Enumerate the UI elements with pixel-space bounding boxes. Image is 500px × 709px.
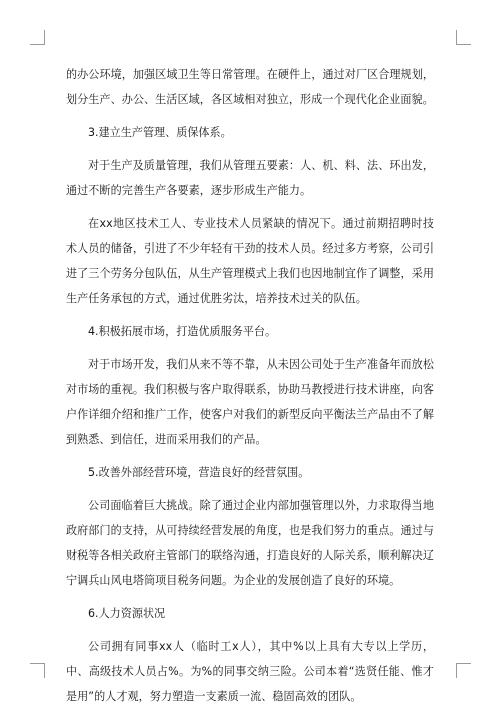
crop-mark-top-left: [30, 30, 45, 45]
paragraph-market-development: 对于市场开发，我们从来不等不靠，从未因公司处于生产准备年而放松对市场的重视。我们积极与客户取得联系，协助马教授进行技术讲座，向客户作详细介绍和推广工作，使客户对我们的新型反向平衡法兰产品由不了解到熟悉、到信任，进而采用我们的产品。: [66, 358, 434, 446]
paragraph-spacer: [66, 145, 434, 153]
crop-mark-bottom-left: [30, 663, 45, 678]
section-heading-market-expansion: 4.积极拓展市场，打造优质服务平台。: [88, 325, 277, 338]
paragraph-spacer: [66, 593, 434, 601]
paragraph-spacer: [66, 485, 434, 493]
paragraph-spacer: [66, 344, 434, 352]
document-body: [66, 62, 434, 709]
paragraph-spacer: [66, 311, 434, 319]
paragraph-spacer: [66, 112, 434, 120]
paragraph-staff-status: 公司拥有同事xx人（临时工x人），其中%以上具有大专以上学历，中、高级技术人员占%。为%的同事交纳三险。公司本着“选贤任能、惟才是用”的人才观，努力塑造一支素质一流、稳固高效的团队。: [66, 640, 434, 703]
section-heading-external-environment: 5.改善外部经营环境，营造良好的经营氛围。: [88, 466, 310, 479]
crop-mark-bottom-right: [456, 663, 471, 678]
paragraph-government-relations: 公司面临着巨大挑战。除了通过企业内部加强管理以外，力求取得当地政府部门的支持，从可持续经营发展的角度，也是我们努力的重点。通过与财税等各相关政府主管部门的联络沟通，打造良好的人际关系，顺利解决辽宁调兵山风电塔筒项目税务问题。为企业的发展创造了良好的环境。: [66, 499, 434, 587]
crop-mark-top-right: [456, 30, 471, 45]
paragraph-spacer: [66, 626, 434, 634]
section-heading-human-resources: 6.人力资源状况: [88, 607, 166, 620]
paragraph-office-environment: 的办公环境，加强区域卫生等日常管理。在硬件上，通过对厂区合理规划，划分生产、办公、生活区域，各区域相对独立，形成一个现代化企业面貌。: [66, 68, 434, 106]
paragraph-spacer: [66, 203, 434, 211]
paragraph-five-elements: 对于生产及质量管理，我们从管理五要素：人、机、料、法、环出发，通过不断的完善生产各要素，逐步形成生产能力。: [66, 159, 434, 197]
paragraph-technical-staff: 在xx地区技术工人、专业技术人员紧缺的情况下。通过前期招聘时技术人员的储备，引进了不少年轻有干劲的技术人员。经过多方考察，公司引进了三个劳务分包队伍，从生产管理模式上我们也因地制宜作了调整，采用生产任务承包的方式，通过优胜劣汰，培养技术过关的队伍。: [66, 217, 434, 305]
section-heading-production-management: 3.建立生产管理、质保体系。: [88, 126, 232, 139]
paragraph-spacer: [66, 452, 434, 460]
